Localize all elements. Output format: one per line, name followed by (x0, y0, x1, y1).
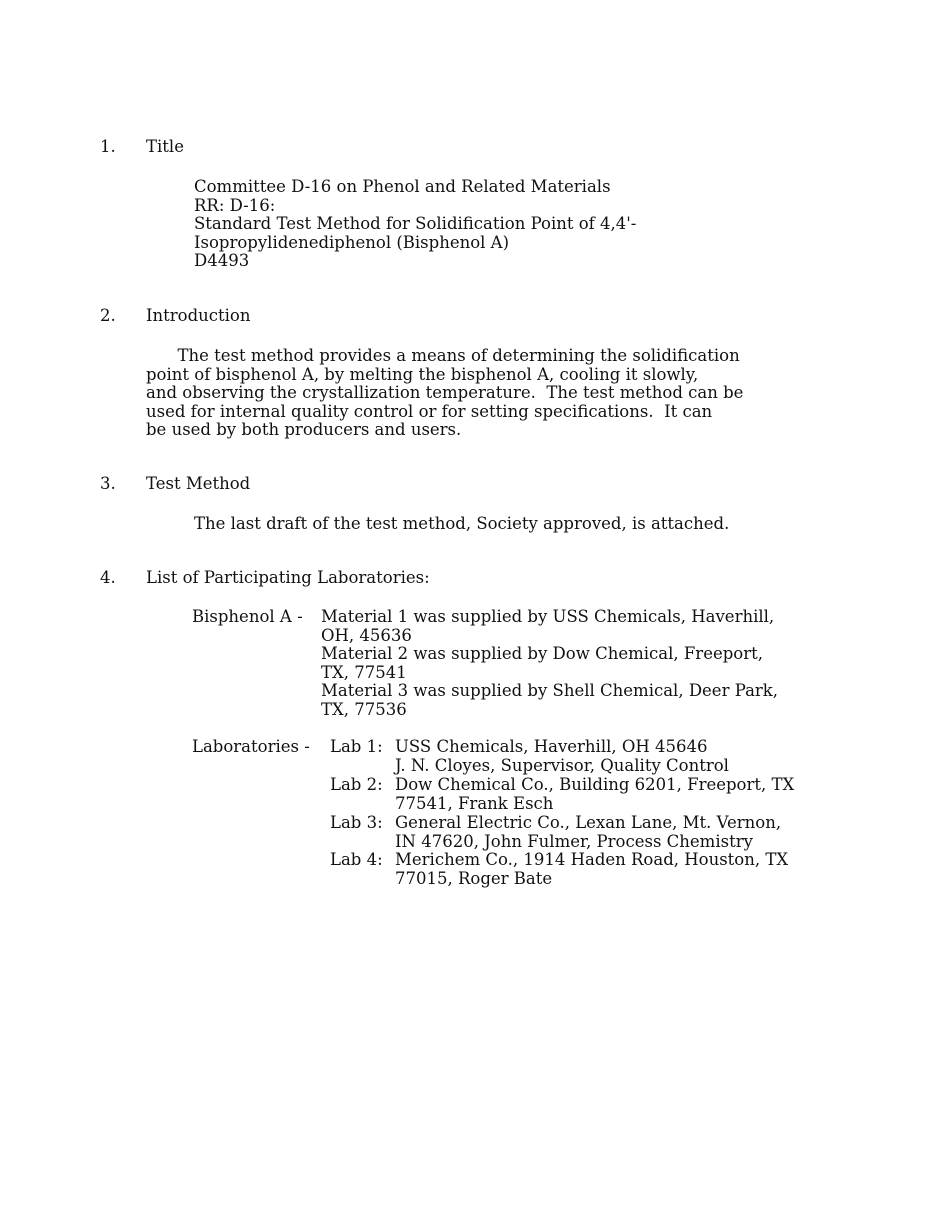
laboratories-label: Laboratories - (192, 737, 310, 756)
intro-line: be used by both producers and users. (146, 420, 462, 440)
section-4-heading (100, 569, 430, 588)
title-block (194, 178, 636, 271)
intro-line: point of bisphenol A, by melting the bisphenol A, cooling it slowly, (146, 364, 699, 384)
lab-2-details (395, 776, 794, 813)
introduction-paragraph (146, 347, 743, 440)
lab-line: 77015, Roger Bate (395, 868, 553, 888)
section-number: 4. (100, 568, 116, 587)
material-line: Material 3 was supplied by Shell Chemical, Deer Park, (321, 681, 779, 701)
section-number: 1. (100, 137, 116, 156)
section-3-heading (100, 475, 250, 494)
designation-line: D4493 (194, 251, 250, 271)
material-line: TX, 77536 (321, 699, 407, 719)
intro-line: and observing the crystallization temperature. The test method can be (146, 383, 744, 403)
material-line: OH, 45636 (321, 625, 412, 645)
standard-title-line-cont: Isopropylidenediphenol (Bisphenol A) (194, 232, 510, 252)
intro-line: The test method provides a means of determining the solidification (146, 346, 740, 365)
section-title: Test Method (146, 474, 251, 493)
lab-4-details (395, 851, 788, 888)
section-number: 2. (100, 306, 116, 325)
section-title: Introduction (146, 306, 251, 325)
test-method-paragraph (194, 515, 729, 534)
lab-line: IN 47620, John Fulmer, Process Chemistry (395, 831, 753, 851)
lab-line: General Electric Co., Lexan Lane, Mt. Vernon, (395, 813, 782, 832)
committee-line: Committee D-16 on Phenol and Related Materials (194, 177, 611, 196)
section-title: Title (146, 137, 184, 156)
section-2-heading (100, 307, 251, 326)
section-number: 3. (100, 474, 116, 493)
rr-line: RR: D-16: (194, 195, 276, 215)
lab-3-details (395, 814, 781, 851)
lab-line: Dow Chemical Co., Building 6201, Freeport, TX (395, 775, 795, 794)
material-line: Material 2 was supplied by Dow Chemical, Freeport, (321, 644, 763, 664)
materials-label: Bisphenol A - (192, 607, 303, 626)
lab-1-id: Lab 1: (330, 737, 383, 756)
lab-line: 77541, Frank Esch (395, 793, 554, 813)
lab-line: J. N. Cloyes, Supervisor, Quality Control (395, 755, 729, 775)
lab-line: USS Chemicals, Haverhill, OH 45646 (395, 737, 708, 756)
material-line: Material 1 was supplied by USS Chemicals, Haverhill, (321, 607, 775, 626)
lab-line: Merichem Co., 1914 Haden Road, Houston, TX (395, 850, 789, 869)
section-1-heading (100, 138, 184, 157)
materials-lines (321, 608, 778, 720)
lab-4-id: Lab 4: (330, 850, 383, 869)
material-line: TX, 77541 (321, 662, 407, 682)
intro-line: used for internal quality control or for setting specifications. It can (146, 401, 713, 421)
standard-title-line: Standard Test Method for Solidification Point of 4,4'- (194, 214, 637, 234)
lab-1-details (395, 738, 729, 775)
lab-3-id: Lab 3: (330, 813, 383, 832)
section-title: List of Participating Laboratories: (146, 568, 430, 587)
lab-2-id: Lab 2: (330, 775, 383, 794)
test-method-text: The last draft of the test method, Society approved, is attached. (194, 514, 730, 533)
